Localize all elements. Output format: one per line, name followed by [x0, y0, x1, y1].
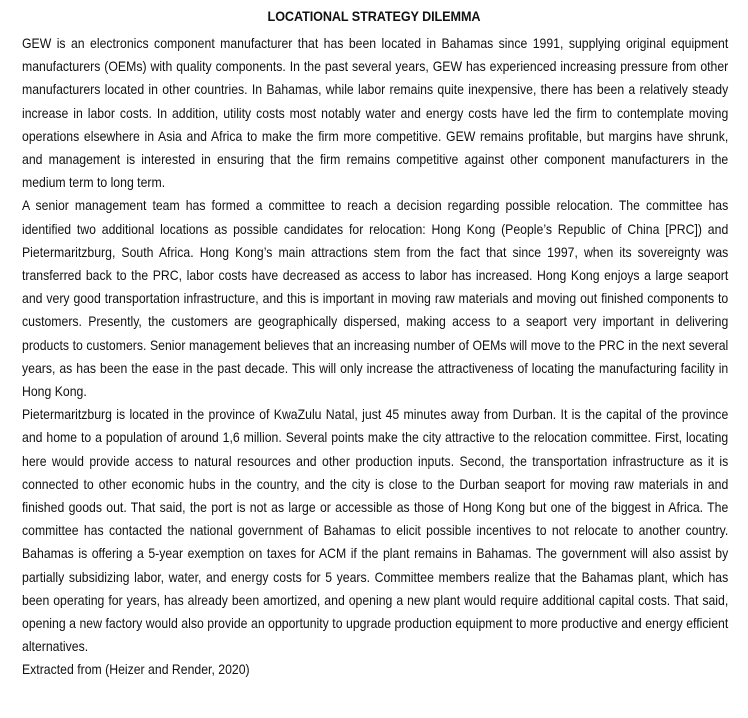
document-title: LOCATIONAL STRATEGY DILEMMA — [267, 9, 481, 24]
document-body — [22, 32, 728, 682]
source-citation: Extracted from (Heizer and Render, 2020) — [22, 662, 250, 678]
paragraph-pietermaritzburg: Pietermaritzburg is located in the province of KwaZulu Natal, just 45 minutes away from Durban. It is the capital of the province and home to a population of around 1,6 million. Several points make the city attractive to the relocation committee. First, locating here would provide access to natural resources and other production inputs. Second, the transportation infrastructure as it is connected to other economic hubs in the country, and the city is close to the Durban seaport for moving raw materials in and finished goods out. That said, the port is not as large or accessible as those of Hong Kong but one of the biggest in Africa. The committee has contacted the national government of Bahamas to elicit possible incentives to not relocate to another country. Bahamas is offering a 5-year exemption on taxes for ACM if the plant remains in Bahamas. The government will also assist by partially subsidizing labor, water, and energy costs for 5 years. Committee members realize that the Bahamas plant, which has been operating for years, has already been amortized, and opening a new plant would require additional capital costs. That said, opening a new factory would also provide an opportunity to upgrade production equipment to more productive and energy efficient alternatives. — [22, 407, 729, 655]
paragraph-hong-kong: A senior management team has formed a committee to reach a decision regarding possible relocation. The committee has identified two additional locations as possible candidates for relocation: Hong Kong (People’s Republic of China [PRC]) and Pietermaritzburg, South Africa. Hong Kong’s main attractions stem from the fact that since 1997, when its sovereignty was transferred back to the PRC, labor costs have decreased as access to labor has increased. Hong Kong enjoys a large seaport and very good transportation infrastructure, and this is important in moving raw materials and moving out finished components to customers. Presently, the customers are geographically dispersed, making access to a seaport very important in delivering products to customers. Senior management believes that an increasing number of OEMs will move to the PRC in the next several years, as has been the ease in the past decade. This will only increase the attractiveness of locating the manufacturing facility in Hong Kong. — [22, 198, 729, 400]
paragraph-intro: GEW is an electronics component manufacturer that has been located in Bahamas since 1991, supplying original equipment manufacturers (OEMs) with quality components. In the past several years, GEW has experienced increasing pressure from other manufacturers located in other countries. In Bahamas, while labor remains quite inexpensive, there has been a relatively steady increase in labor costs. In addition, utility costs most notably water and energy costs have led the firm to contemplate moving operations elsewhere in Asia and Africa to make the firm more competitive. GEW remains profitable, but margins have shrunk, and management is interested in ensuring that the firm remains competitive against other component manufacturers in the medium term to long term. — [22, 36, 729, 191]
